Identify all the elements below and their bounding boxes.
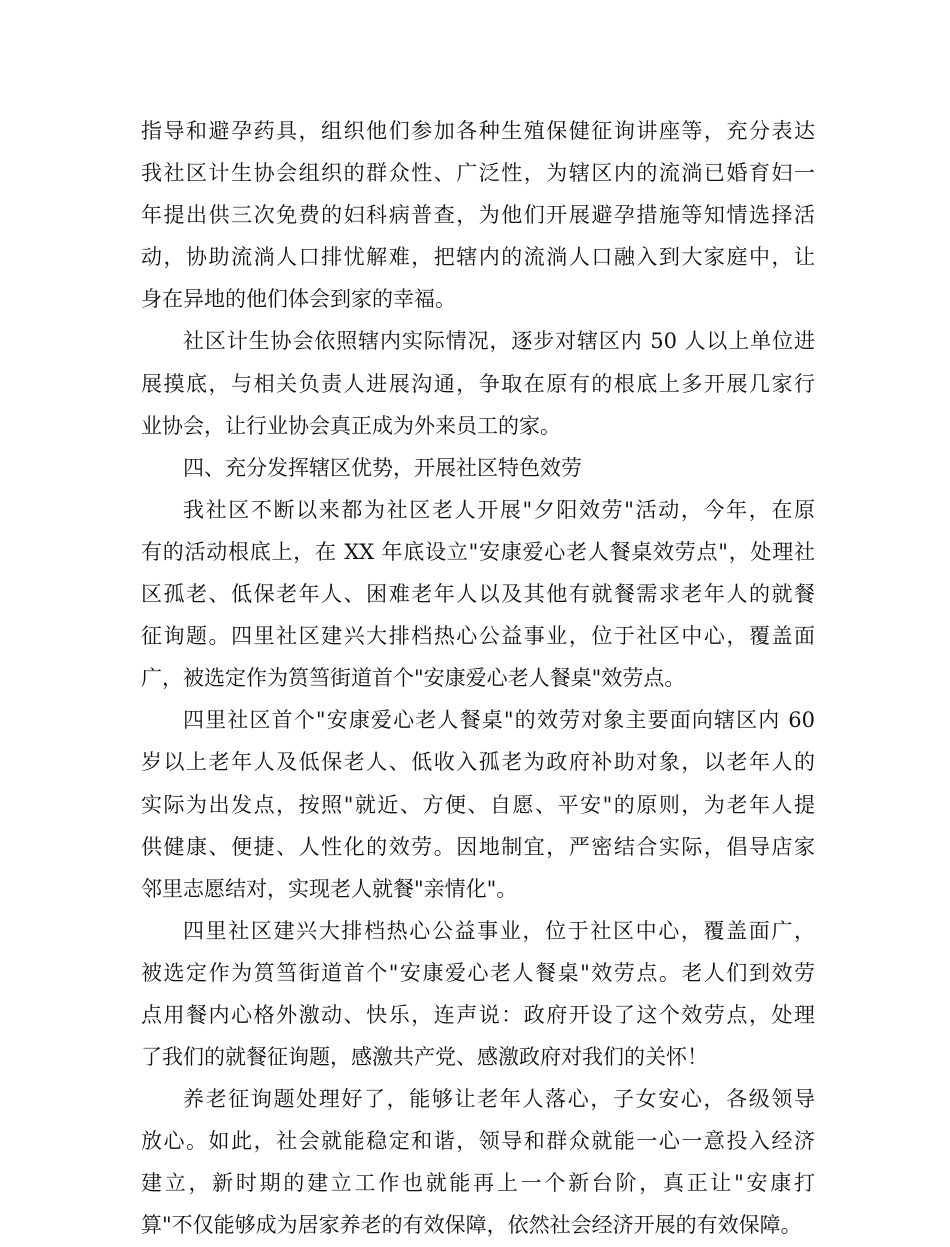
text-line: 我社区不断以来都为社区老人开展"夕阳效劳"活动，今年，在原 xyxy=(183,497,815,522)
text-line: 指导和避孕药具，组织他们参加各种生殖保健征询讲座等，充分表达 xyxy=(141,119,815,143)
text-line: 供健康、便捷、人性化的效劳。因地制宜，严密结合实际，倡导店家 xyxy=(141,834,815,859)
text-line: 了我们的就餐征询题，感激共产党、感激政府对我们的关怀！ xyxy=(141,1045,708,1070)
text-line: 年提出供三次免费的妇科病普查，为他们开展避孕措施等知情选择活 xyxy=(141,203,815,228)
text-line: 点用餐内心格外激动、快乐，连声说：政府开设了这个效劳点，处理 xyxy=(141,1002,815,1027)
text-line: 业协会，让行业协会真正成为外来员工的家。 xyxy=(141,413,561,438)
text-line: 放心。如此，社会就能稳定和谐，领导和群众就能一心一意投入经济 xyxy=(141,1129,815,1154)
text-line: 建立，新时期的建立工作也就能再上一个新台阶，真正让"安康打 xyxy=(141,1171,815,1196)
text-line: 四、充分发挥辖区优势，开展社区特色效劳 xyxy=(183,455,582,480)
text-line: 我社区计生协会组织的群众性、广泛性，为辖区内的流淌已婚育妇一 xyxy=(141,161,815,186)
text-line: 岁以上老年人及低保老人、低收入孤老为政府补助对象，以老年人的 xyxy=(141,750,815,775)
text-line: 有的活动根底上，在 XX 年底设立"安康爱心老人餐桌效劳点"，处理社 xyxy=(141,539,815,564)
text-line: 邻里志愿结对，实现老人就餐"亲情化"。 xyxy=(141,876,518,901)
text-line: 社区计生协会依照辖内实际情况，逐步对辖区内 50 人以上单位进 xyxy=(183,329,815,354)
text-line: 四里社区首个"安康爱心老人餐桌"的效劳对象主要面向辖区内 60 xyxy=(183,708,815,733)
text-line: 养老征询题处理好了，能够让老年人落心，子女安心，各级领导 xyxy=(183,1087,815,1112)
text-line: 实际为出发点，按照"就近、方便、自愿、平安"的原则，为老年人提 xyxy=(141,792,815,817)
text-line: 身在异地的他们体会到家的幸福。 xyxy=(141,287,456,312)
text-line: 展摸底，与相关负责人进展沟通，争取在原有的根底上多开展几家行 xyxy=(141,371,815,396)
text-line: 四里社区建兴大排档热心公益事业，位于社区中心，覆盖面广， xyxy=(183,918,815,943)
text-line: 动，协助流淌人口排忧解难，把辖内的流淌人口融入到大家庭中，让 xyxy=(141,245,815,270)
text-line: 算"不仅能够成为居家养老的有效保障，依然社会经济开展的有效保障。 xyxy=(141,1213,802,1238)
text-line: 征询题。四里社区建兴大排档热心公益事业，位于社区中心，覆盖面 xyxy=(141,624,815,649)
text-line: 广，被选定作为筼筜街道首个"安康爱心老人餐桌"效劳点。 xyxy=(141,666,686,691)
document-body xyxy=(141,110,815,1247)
text-line: 区孤老、低保老年人、困难老年人以及其他有就餐需求老年人的就餐 xyxy=(141,582,815,607)
text-line: 被选定作为筼筜街道首个"安康爱心老人餐桌"效劳点。老人们到效劳 xyxy=(141,960,815,985)
